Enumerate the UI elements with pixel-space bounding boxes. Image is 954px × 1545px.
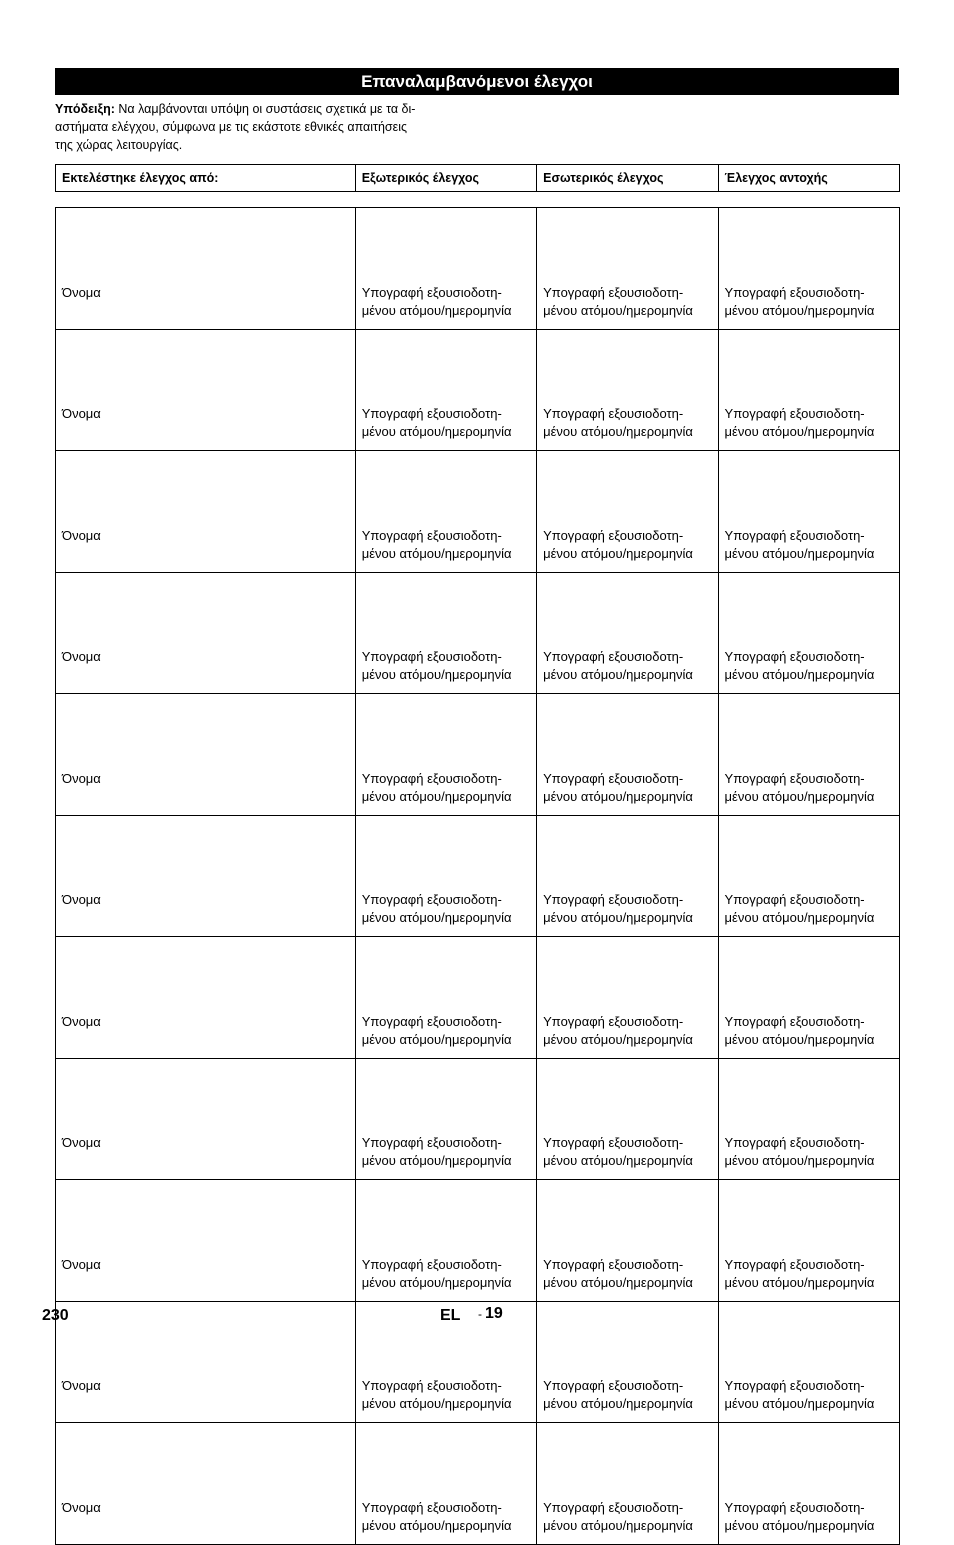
signature-label-line1: Υπογραφή εξουσιοδοτη- [543, 1013, 684, 1029]
signature-label-line1: Υπογραφή εξουσιοδοτη- [724, 1013, 865, 1029]
signature-label-line1: Υπογραφή εξουσιοδοτη- [543, 770, 684, 786]
signature-label-line2: μένου ατόμου/ημερομηνία [724, 1517, 875, 1533]
signature-label-line2: μένου ατόμου/ημερομηνία [361, 1153, 512, 1168]
signature-cell [537, 451, 718, 573]
signature-label-line1: Υπογραφή εξουσιοδοτη- [361, 406, 502, 421]
header-performed-by: Εκτελέστηκε έλεγχος από: [56, 165, 356, 192]
signature-cell [355, 937, 536, 1059]
signature-label-line1: Υπογραφή εξουσιοδοτη- [543, 649, 684, 664]
signature-label-line2: μένου ατόμου/ημερομηνία [361, 910, 512, 925]
signature-label-line1: Υπογραφή εξουσιοδοτη- [361, 892, 502, 907]
signature-label-line1: Υπογραφή εξουσιοδοτη- [361, 1499, 502, 1515]
signature-label-line1: Υπογραφή εξουσιοδοτη- [724, 406, 865, 421]
signature-label-line2: μένου ατόμου/ημερομηνία [543, 788, 693, 804]
signature-cell [355, 451, 536, 573]
signature-cell [718, 694, 899, 816]
signature-label-line1: Υπογραφή εξουσιοδοτη- [543, 1378, 684, 1393]
note [55, 100, 475, 154]
signature-label-line2: μένου ατόμου/ημερομηνία [543, 424, 693, 439]
signature-cell [355, 1058, 536, 1180]
signature-label-line1: Υπογραφή εξουσιοδοτη- [361, 1256, 502, 1272]
section-page [478, 1305, 503, 1323]
name-cell: Όνομα [56, 1423, 356, 1545]
signature-label-line1: Υπογραφή εξουσιοδοτη- [361, 284, 502, 300]
name-cell: Όνομα [56, 572, 356, 694]
signature-label-line1: Υπογραφή εξουσιοδοτη- [543, 527, 684, 543]
signature-label-line2: μένου ατόμου/ημερομηνία [543, 1274, 693, 1290]
signature-label-line2: μένου ατόμου/ημερομηνία [361, 545, 512, 561]
header-internal-inspection: Εσωτερικός έλεγχος [537, 165, 718, 192]
signature-cell [355, 208, 536, 330]
table-row [56, 208, 900, 330]
signature-label-line1: Υπογραφή εξουσιοδοτη- [724, 284, 865, 300]
signature-label-line2: μένου ατόμου/ημερομηνία [361, 1396, 512, 1411]
signature-cell [537, 937, 718, 1059]
table-row [56, 1058, 900, 1180]
signature-label-line1: Υπογραφή εξουσιοδοτη- [361, 770, 502, 786]
signature-label-line2: μένου ατόμου/ημερομηνία [543, 545, 693, 561]
signature-cell [537, 572, 718, 694]
signature-label-line1: Υπογραφή εξουσιοδοτη- [361, 1013, 502, 1029]
signature-label-line2: μένου ατόμου/ημερομηνία [361, 1031, 512, 1047]
page-title: Επαναλαμβανόμενοι έλεγχοι [55, 68, 899, 95]
signature-label-line2: μένου ατόμου/ημερομηνία [361, 1517, 512, 1533]
name-cell: Όνομα [56, 329, 356, 451]
header-external-inspection: Εξωτερικός έλεγχος [355, 165, 536, 192]
signature-label-line2: μένου ατόμου/ημερομηνία [543, 910, 693, 925]
name-cell: Όνομα [56, 1180, 356, 1302]
signature-label-line1: Υπογραφή εξουσιοδοτη- [724, 770, 865, 786]
signature-cell [718, 937, 899, 1059]
signature-cell [718, 1180, 899, 1302]
signature-label-line2: μένου ατόμου/ημερομηνία [724, 667, 875, 682]
signature-cell [537, 329, 718, 451]
signature-cell [718, 1301, 899, 1423]
signature-label-line1: Υπογραφή εξουσιοδοτη- [724, 1256, 865, 1272]
name-cell: Όνομα [56, 694, 356, 816]
signature-cell [718, 1423, 899, 1545]
signature-cell [355, 815, 536, 937]
note-line-2: αστήματα ελέγχου, σύμφωνα με τις εκάστοτε εθνικές απαιτήσεις [55, 120, 408, 134]
signature-cell [718, 815, 899, 937]
signature-cell [537, 1423, 718, 1545]
table-row [56, 815, 900, 937]
signature-label-line2: μένου ατόμου/ημερομηνία [724, 1396, 875, 1411]
signature-label-line2: μένου ατόμου/ημερομηνία [543, 1153, 693, 1168]
signature-label-line2: μένου ατόμου/ημερομηνία [543, 667, 693, 682]
signature-label-line1: Υπογραφή εξουσιοδοτη- [724, 649, 865, 664]
signature-label-line1: Υπογραφή εξουσιοδοτη- [543, 892, 684, 907]
signature-label-line2: μένου ατόμου/ημερομηνία [724, 1031, 875, 1047]
signature-cell [537, 1301, 718, 1423]
table-row [56, 329, 900, 451]
table-row [56, 694, 900, 816]
signature-cell [718, 329, 899, 451]
signature-cell [355, 1180, 536, 1302]
signature-label-line1: Υπογραφή εξουσιοδοτη- [724, 892, 865, 907]
signature-cell [537, 694, 718, 816]
signature-label-line1: Υπογραφή εξουσιοδοτη- [543, 1256, 684, 1272]
signature-cell [355, 694, 536, 816]
signature-label-line1: Υπογραφή εξουσιοδοτη- [543, 406, 684, 421]
inspection-grid [55, 207, 900, 1545]
header-table [55, 164, 900, 192]
signature-cell [537, 1058, 718, 1180]
name-cell: Όνομα [56, 1058, 356, 1180]
signature-label-line1: Υπογραφή εξουσιοδοτη- [543, 1499, 684, 1515]
signature-cell [355, 329, 536, 451]
signature-label-line1: Υπογραφή εξουσιοδοτη- [543, 284, 684, 300]
signature-label-line2: μένου ατόμου/ημερομηνία [724, 910, 875, 925]
signature-label-line2: μένου ατόμου/ημερομηνία [724, 424, 875, 439]
signature-label-line2: μένου ατόμου/ημερομηνία [724, 1274, 875, 1290]
name-cell: Όνομα [56, 1301, 356, 1423]
signature-cell [537, 815, 718, 937]
signature-cell [537, 1180, 718, 1302]
signature-label-line1: Υπογραφή εξουσιοδοτη- [361, 1135, 502, 1150]
signature-label-line2: μένου ατόμου/ημερομηνία [361, 302, 512, 318]
signature-label-line1: Υπογραφή εξουσιοδοτη- [724, 1499, 865, 1515]
signature-cell [718, 451, 899, 573]
signature-label-line2: μένου ατόμου/ημερομηνία [724, 788, 875, 804]
signature-label-line2: μένου ατόμου/ημερομηνία [361, 788, 512, 804]
table-row [56, 451, 900, 573]
signature-label-line2: μένου ατόμου/ημερομηνία [361, 1274, 512, 1290]
signature-cell [355, 572, 536, 694]
signature-label-line1: Υπογραφή εξουσιοδοτη- [724, 527, 865, 543]
section-dash: - [478, 1307, 482, 1321]
signature-label-line2: μένου ατόμου/ημερομηνία [543, 1517, 693, 1533]
signature-label-line1: Υπογραφή εξουσιοδοτη- [543, 1135, 684, 1150]
signature-label-line1: Υπογραφή εξουσιοδοτη- [361, 527, 502, 543]
signature-label-line2: μένου ατόμου/ημερομηνία [543, 1031, 693, 1047]
signature-label-line1: Υπογραφή εξουσιοδοτη- [724, 1135, 865, 1150]
signature-label-line2: μένου ατόμου/ημερομηνία [724, 1153, 875, 1168]
signature-cell [718, 572, 899, 694]
table-row [56, 572, 900, 694]
table-row [56, 937, 900, 1059]
page-number: 230 [42, 1307, 69, 1324]
signature-label-line2: μένου ατόμου/ημερομηνία [361, 667, 512, 682]
note-line-3: της χώρας λειτουργίας. [55, 138, 183, 152]
signature-label-line1: Υπογραφή εξουσιοδοτη- [724, 1378, 865, 1393]
note-line-1: Να λαμβάνονται υπόψη οι συστάσεις σχετικά με τα δι- [118, 102, 416, 116]
note-label: Υπόδειξη: [55, 102, 115, 116]
signature-label-line2: μένου ατόμου/ημερομηνία [724, 545, 875, 561]
table-row [56, 1180, 900, 1302]
signature-label-line1: Υπογραφή εξουσιοδοτη- [361, 649, 502, 664]
signature-cell [537, 208, 718, 330]
signature-label-line2: μένου ατόμου/ημερομηνία [543, 1396, 693, 1411]
name-cell: Όνομα [56, 815, 356, 937]
signature-label-line2: μένου ατόμου/ημερομηνία [724, 302, 875, 318]
header-strength-test: Έλεγχος αντοχής [718, 165, 899, 192]
signature-label-line2: μένου ατόμου/ημερομηνία [543, 302, 693, 318]
name-cell: Όνομα [56, 937, 356, 1059]
language-code: EL [440, 1307, 461, 1324]
signature-label-line2: μένου ατόμου/ημερομηνία [361, 424, 512, 439]
name-cell: Όνομα [56, 208, 356, 330]
name-cell: Όνομα [56, 451, 356, 573]
signature-cell [355, 1423, 536, 1545]
signature-cell [718, 208, 899, 330]
section-page-number: 19 [485, 1305, 503, 1322]
signature-label-line1: Υπογραφή εξουσιοδοτη- [361, 1378, 502, 1393]
table-row [56, 1423, 900, 1545]
signature-cell [718, 1058, 899, 1180]
